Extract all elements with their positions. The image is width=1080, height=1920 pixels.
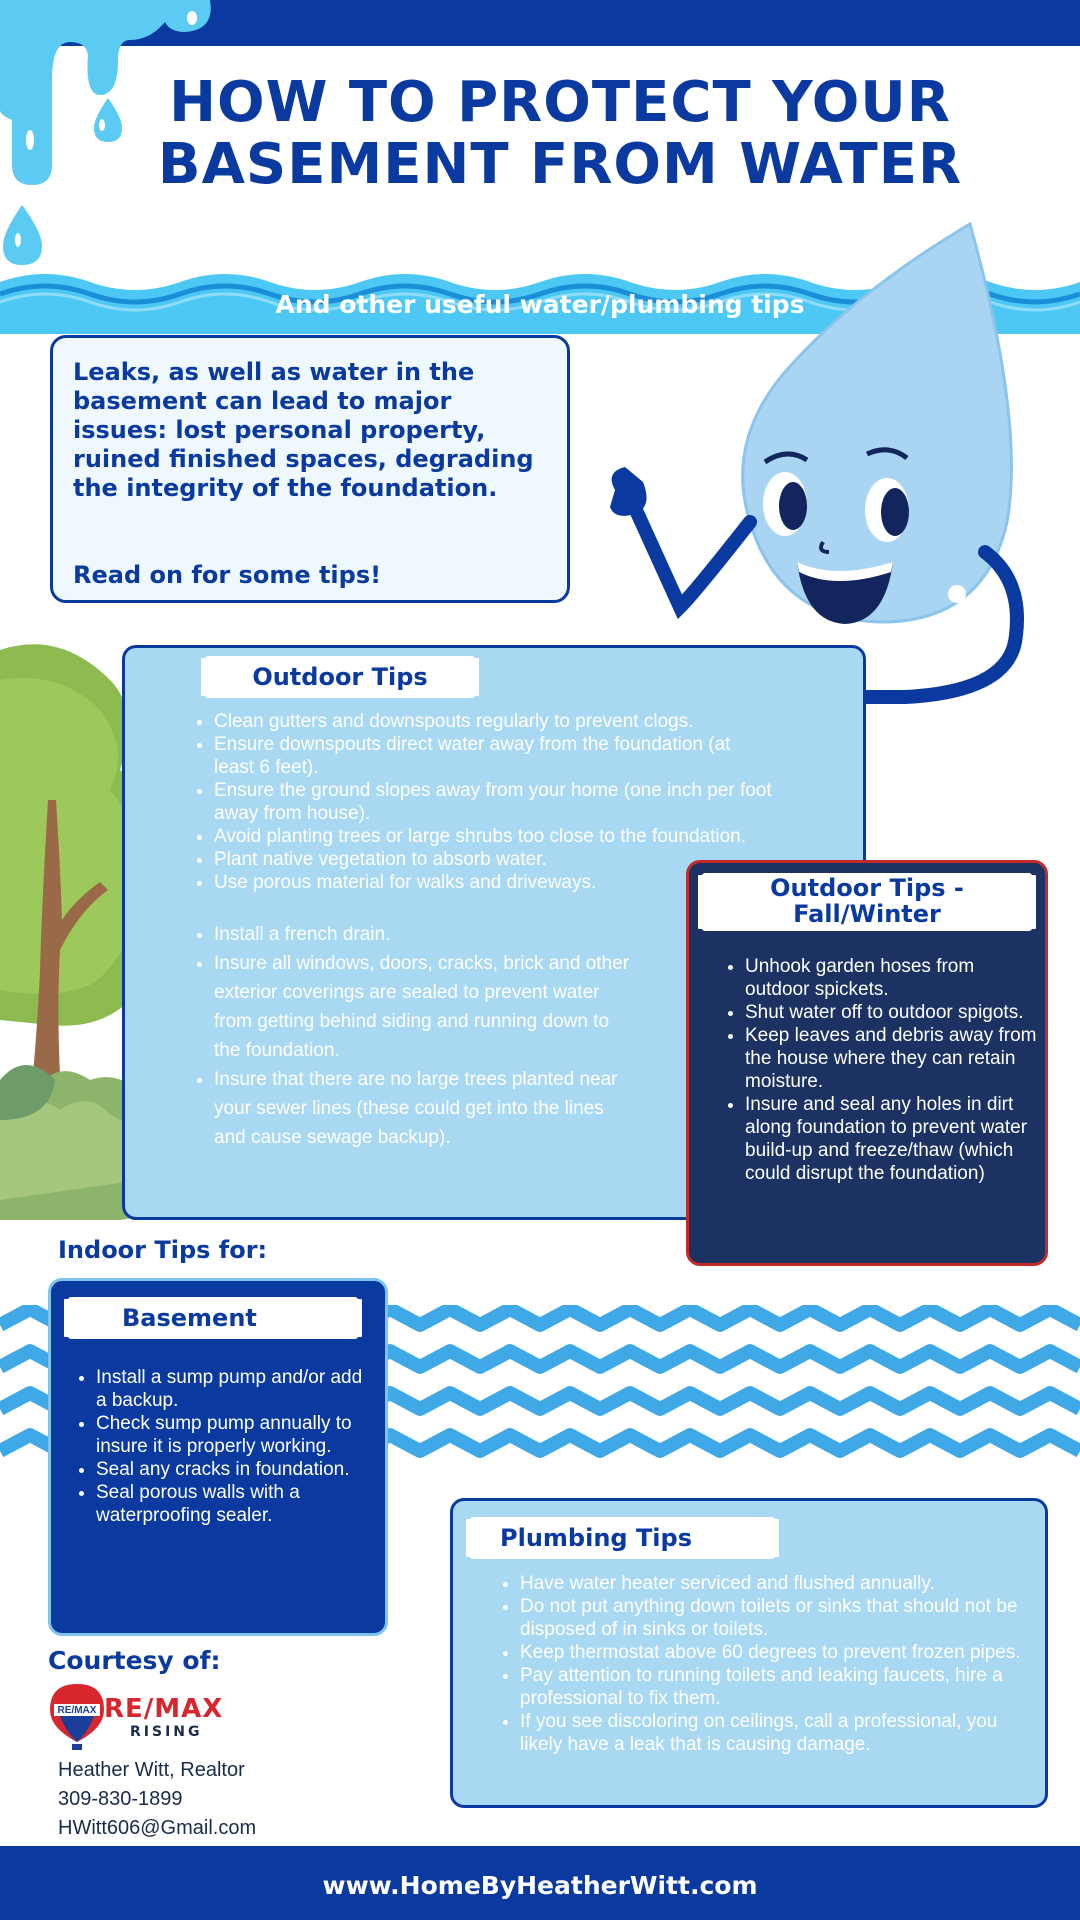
- balloon-label: RE/MAX: [57, 1705, 97, 1716]
- basement-tips-list: [72, 1366, 372, 1527]
- outdoor-tips-heading: Outdoor Tips: [205, 656, 475, 698]
- fall-winter-heading: [702, 873, 1032, 931]
- list-item: • Seal porous walls with a waterproofing sealer.: [96, 1481, 372, 1527]
- list-item: • Insure and seal any holes in dirt along foundation to prevent water build-up and freeze/thaw (which could disrupt the foundation): [745, 1093, 1039, 1185]
- plumbing-tips-list: [496, 1572, 1026, 1756]
- list-item: • Install a french drain.: [214, 920, 635, 949]
- courtesy-label: Courtesy of:: [48, 1646, 221, 1675]
- list-item: • Pay attention to running toilets and leaking faucets, hire a professional to fix them.: [520, 1664, 1026, 1710]
- subtitle: And other useful water/plumbing tips: [275, 290, 805, 319]
- fall-winter-tips-list: [721, 955, 1039, 1185]
- fall-winter-heading-line-1: Outdoor Tips -: [770, 874, 964, 902]
- list-item: • Seal any cracks in foundation.: [96, 1458, 372, 1481]
- list-item: • Insure all windows, doors, cracks, brick and other exterior coverings are sealed to prevent water from getting behind siding and running down to the foundation.: [214, 949, 635, 1065]
- plumbing-heading: Plumbing Tips: [470, 1517, 775, 1559]
- list-item: • Install a sump pump and/or add a backup.: [96, 1366, 372, 1412]
- remax-balloon-icon: [48, 1682, 106, 1750]
- agent-name: Heather Witt, Realtor: [58, 1759, 245, 1781]
- list-item: • Keep leaves and debris away from the house where they can retain moisture.: [745, 1024, 1039, 1093]
- list-item: • Unhook garden hoses from outdoor spickets.: [745, 955, 1039, 1001]
- agent-phone[interactable]: 309-830-1899: [58, 1788, 183, 1810]
- agent-email[interactable]: HWitt606@Gmail.com: [58, 1817, 257, 1839]
- list-item: • Shut water off to outdoor spigots.: [745, 1001, 1039, 1024]
- list-item: • Plant native vegetation to absorb water.: [214, 848, 775, 871]
- list-item: • Ensure downspouts direct water away from the foundation (at least 6 feet).: [214, 733, 775, 779]
- intro-text: Leaks, as well as water in the basement can lead to major issues: lost personal property, ruined finished spaces, degrading the integrity of the foundation.: [73, 358, 534, 502]
- remax-logo-text: RE/MAX: [104, 1694, 224, 1724]
- fall-winter-heading-line-2: Fall/Winter: [793, 900, 941, 928]
- website-link[interactable]: www.HomeByHeatherWitt.com: [322, 1871, 758, 1900]
- title-line-2: BASEMENT FROM WATER: [157, 132, 963, 197]
- list-item: • Do not put anything down toilets or sinks that should not be disposed of in sinks or toilets.: [520, 1595, 1026, 1641]
- page-title: [130, 72, 990, 196]
- list-item: • Insure that there are no large trees planted near your sewer lines (these could get into the lines and cause sewage backup).: [214, 1065, 635, 1152]
- list-item: • If you see discoloring on ceilings, call a professional, you likely have a leak that is causing damage.: [520, 1710, 1026, 1756]
- intro-cta: Read on for some tips!: [73, 561, 382, 589]
- indoor-tips-label: Indoor Tips for:: [58, 1236, 268, 1264]
- list-item: • Check sump pump annually to insure it is properly working.: [96, 1412, 372, 1458]
- outdoor-tips-list-2: [190, 920, 635, 1152]
- title-line-1: HOW TO PROTECT YOUR: [169, 70, 951, 135]
- list-item: • Have water heater serviced and flushed annually.: [520, 1572, 1026, 1595]
- list-item: • Ensure the ground slopes away from your home (one inch per foot away from house).: [214, 779, 775, 825]
- intro-box: [50, 335, 570, 603]
- basement-heading: Basement: [68, 1297, 358, 1339]
- list-item: • Clean gutters and downspouts regularly to prevent clogs.: [214, 710, 775, 733]
- list-item: • Keep thermostat above 60 degrees to prevent frozen pipes.: [520, 1641, 1026, 1664]
- remax-logo-subtext: RISING: [130, 1724, 203, 1740]
- list-item: • Avoid planting trees or large shrubs too close to the foundation.: [214, 825, 775, 848]
- list-item: • Use porous material for walks and driveways.: [214, 871, 775, 894]
